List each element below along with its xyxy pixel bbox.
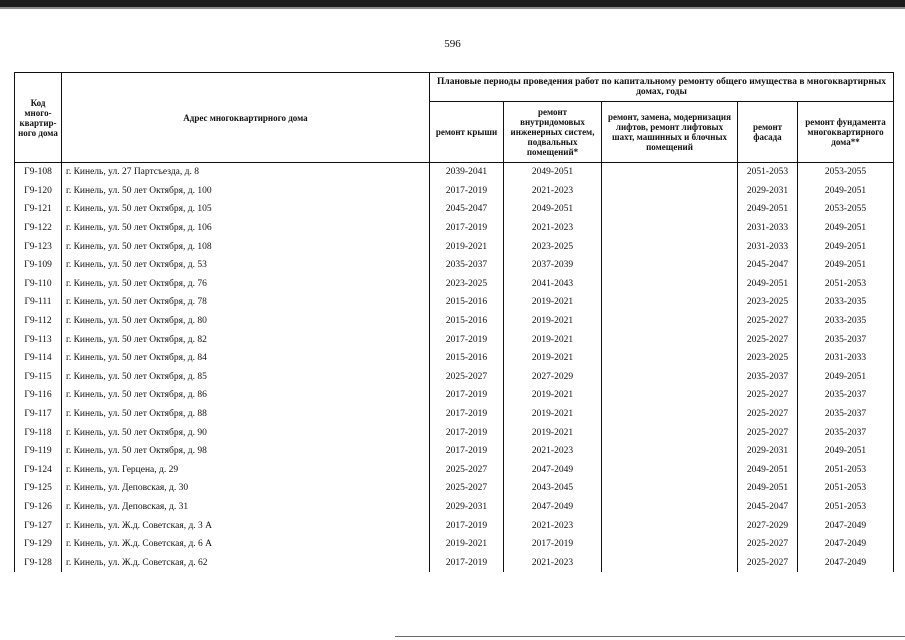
cell-systems: 2021-2023 (504, 553, 602, 572)
cell-elevators (602, 330, 738, 349)
cell-facade: 2023-2025 (738, 349, 798, 368)
header-systems: ремонт внутридомовых инженерных систем, подвальных помещений* (504, 102, 602, 163)
table-row (15, 479, 894, 498)
cell-roof: 2015-2016 (430, 312, 504, 331)
cell-code: Г9-122 (15, 219, 62, 238)
cell-systems: 2047-2049 (504, 461, 602, 480)
cell-foundation: 2049-2051 (798, 442, 894, 461)
table-row (15, 461, 894, 480)
scan-top-border (0, 0, 905, 7)
cell-code: Г9-124 (15, 461, 62, 480)
cell-facade: 2025-2027 (738, 330, 798, 349)
cell-foundation: 2031-2033 (798, 349, 894, 368)
cell-address: г. Кинель, ул. 50 лет Октября, д. 78 (62, 293, 430, 312)
header-code: Код много-квартир-ного дома (15, 73, 62, 163)
cell-code: Г9-123 (15, 237, 62, 256)
cell-address: г. Кинель, ул. 50 лет Октября, д. 108 (62, 237, 430, 256)
cell-roof: 2017-2019 (430, 330, 504, 349)
cell-systems: 2019-2021 (504, 312, 602, 331)
cell-facade: 2049-2051 (738, 275, 798, 294)
cell-facade: 2029-2031 (738, 442, 798, 461)
cell-facade: 2035-2037 (738, 368, 798, 387)
cell-elevators (602, 293, 738, 312)
cell-code: Г9-115 (15, 368, 62, 387)
cell-facade: 2049-2051 (738, 461, 798, 480)
cell-systems: 2043-2045 (504, 479, 602, 498)
table-row (15, 516, 894, 535)
cell-roof: 2023-2025 (430, 275, 504, 294)
cell-elevators (602, 275, 738, 294)
cell-foundation: 2035-2037 (798, 405, 894, 424)
cell-elevators (602, 405, 738, 424)
cell-systems: 2019-2021 (504, 330, 602, 349)
cell-facade: 2049-2051 (738, 479, 798, 498)
scan-bottom-edge (395, 636, 905, 637)
cell-systems: 2017-2019 (504, 535, 602, 554)
cell-roof: 2019-2021 (430, 237, 504, 256)
cell-code: Г9-108 (15, 163, 62, 182)
cell-elevators (602, 461, 738, 480)
cell-roof: 2017-2019 (430, 423, 504, 442)
cell-roof: 2045-2047 (430, 200, 504, 219)
cell-foundation: 2051-2053 (798, 275, 894, 294)
header-roof: ремонт крыши (430, 102, 504, 163)
cell-elevators (602, 219, 738, 238)
cell-systems: 2049-2051 (504, 200, 602, 219)
cell-elevators (602, 368, 738, 387)
header-foundation: ремонт фундамента многоквартирного дома** (798, 102, 894, 163)
table-row (15, 219, 894, 238)
cell-address: г. Кинель, ул. Герцена, д. 29 (62, 461, 430, 480)
cell-foundation: 2047-2049 (798, 535, 894, 554)
table-row (15, 535, 894, 554)
cell-facade: 2023-2025 (738, 293, 798, 312)
cell-elevators (602, 182, 738, 201)
cell-code: Г9-113 (15, 330, 62, 349)
cell-systems: 2021-2023 (504, 516, 602, 535)
table-row (15, 182, 894, 201)
cell-foundation: 2035-2037 (798, 423, 894, 442)
cell-foundation: 2053-2055 (798, 200, 894, 219)
table-row (15, 237, 894, 256)
cell-facade: 2029-2031 (738, 182, 798, 201)
cell-systems: 2021-2023 (504, 219, 602, 238)
cell-address: г. Кинель, ул. 50 лет Октября, д. 84 (62, 349, 430, 368)
cell-roof: 2017-2019 (430, 386, 504, 405)
cell-elevators (602, 256, 738, 275)
cell-code: Г9-109 (15, 256, 62, 275)
table-row (15, 553, 894, 572)
repair-schedule-table (14, 72, 894, 572)
table-row (15, 200, 894, 219)
cell-elevators (602, 516, 738, 535)
cell-address: г. Кинель, ул. Деповская, д. 31 (62, 498, 430, 517)
cell-systems: 2019-2021 (504, 423, 602, 442)
cell-address: г. Кинель, ул. 50 лет Октября, д. 105 (62, 200, 430, 219)
cell-facade: 2031-2033 (738, 237, 798, 256)
cell-foundation: 2035-2037 (798, 386, 894, 405)
header-elevators: ремонт, замена, модернизация лифтов, ремонт лифтовых шахт, машинных и блочных помещений (602, 102, 738, 163)
cell-foundation: 2051-2053 (798, 498, 894, 517)
cell-roof: 2019-2021 (430, 535, 504, 554)
cell-address: г. Кинель, ул. Ж.д. Советская, д. 6 А (62, 535, 430, 554)
cell-roof: 2039-2041 (430, 163, 504, 182)
cell-elevators (602, 442, 738, 461)
cell-facade: 2049-2051 (738, 200, 798, 219)
table-row (15, 368, 894, 387)
cell-roof: 2017-2019 (430, 516, 504, 535)
cell-code: Г9-111 (15, 293, 62, 312)
cell-foundation: 2049-2051 (798, 368, 894, 387)
cell-code: Г9-126 (15, 498, 62, 517)
cell-address: г. Кинель, ул. 50 лет Октября, д. 80 (62, 312, 430, 331)
table-row (15, 349, 894, 368)
cell-systems: 2019-2021 (504, 293, 602, 312)
cell-roof: 2015-2016 (430, 349, 504, 368)
cell-elevators (602, 163, 738, 182)
cell-address: г. Кинель, ул. 50 лет Октября, д. 100 (62, 182, 430, 201)
cell-code: Г9-125 (15, 479, 62, 498)
cell-address: г. Кинель, ул. 50 лет Октября, д. 88 (62, 405, 430, 424)
cell-elevators (602, 423, 738, 442)
cell-foundation: 2035-2037 (798, 330, 894, 349)
cell-code: Г9-110 (15, 275, 62, 294)
cell-roof: 2017-2019 (430, 553, 504, 572)
cell-systems: 2019-2021 (504, 349, 602, 368)
cell-address: г. Кинель, ул. 50 лет Октября, д. 90 (62, 423, 430, 442)
cell-roof: 2017-2019 (430, 442, 504, 461)
cell-address: г. Кинель, ул. 50 лет Октября, д. 53 (62, 256, 430, 275)
table-row (15, 293, 894, 312)
cell-elevators (602, 498, 738, 517)
cell-foundation: 2053-2055 (798, 163, 894, 182)
cell-foundation: 2049-2051 (798, 219, 894, 238)
cell-address: г. Кинель, ул. Ж.д. Советская, д. 62 (62, 553, 430, 572)
cell-systems: 2047-2049 (504, 498, 602, 517)
cell-roof: 2025-2027 (430, 479, 504, 498)
cell-facade: 2025-2027 (738, 405, 798, 424)
cell-roof: 2035-2037 (430, 256, 504, 275)
cell-systems: 2021-2023 (504, 182, 602, 201)
cell-facade: 2025-2027 (738, 386, 798, 405)
cell-elevators (602, 200, 738, 219)
cell-facade: 2045-2047 (738, 256, 798, 275)
cell-code: Г9-121 (15, 200, 62, 219)
page-number: 596 (444, 38, 461, 50)
cell-facade: 2027-2029 (738, 516, 798, 535)
cell-elevators (602, 349, 738, 368)
cell-address: г. Кинель, ул. 50 лет Октября, д. 85 (62, 368, 430, 387)
cell-foundation: 2049-2051 (798, 237, 894, 256)
cell-foundation: 2049-2051 (798, 256, 894, 275)
cell-foundation: 2047-2049 (798, 516, 894, 535)
cell-code: Г9-120 (15, 182, 62, 201)
cell-elevators (602, 386, 738, 405)
cell-foundation: 2033-2035 (798, 312, 894, 331)
cell-elevators (602, 312, 738, 331)
cell-facade: 2025-2027 (738, 553, 798, 572)
cell-roof: 2025-2027 (430, 368, 504, 387)
cell-code: Г9-129 (15, 535, 62, 554)
cell-facade: 2025-2027 (738, 423, 798, 442)
table-row (15, 312, 894, 331)
cell-systems: 2023-2025 (504, 237, 602, 256)
cell-code: Г9-119 (15, 442, 62, 461)
cell-foundation: 2051-2053 (798, 461, 894, 480)
cell-roof: 2017-2019 (430, 219, 504, 238)
scan-top-border-shadow (0, 7, 905, 9)
cell-code: Г9-117 (15, 405, 62, 424)
header-address: Адрес многоквартирного дома (62, 73, 430, 163)
cell-elevators (602, 553, 738, 572)
cell-facade: 2051-2053 (738, 163, 798, 182)
cell-facade: 2045-2047 (738, 498, 798, 517)
table-row (15, 256, 894, 275)
cell-systems: 2019-2021 (504, 386, 602, 405)
cell-roof: 2017-2019 (430, 182, 504, 201)
cell-foundation: 2047-2049 (798, 553, 894, 572)
cell-roof: 2025-2027 (430, 461, 504, 480)
cell-code: Г9-128 (15, 553, 62, 572)
cell-address: г. Кинель, ул. Деповская, д. 30 (62, 479, 430, 498)
table-row (15, 330, 894, 349)
cell-roof: 2017-2019 (430, 405, 504, 424)
cell-roof: 2015-2016 (430, 293, 504, 312)
cell-address: г. Кинель, ул. 50 лет Октября, д. 82 (62, 330, 430, 349)
cell-code: Г9-116 (15, 386, 62, 405)
header-facade: ремонт фасада (738, 102, 798, 163)
cell-elevators (602, 535, 738, 554)
cell-address: г. Кинель, ул. Ж.д. Советская, д. 3 А (62, 516, 430, 535)
table-row (15, 405, 894, 424)
cell-systems: 2019-2021 (504, 405, 602, 424)
table-row (15, 386, 894, 405)
cell-address: г. Кинель, ул. 50 лет Октября, д. 76 (62, 275, 430, 294)
cell-foundation: 2033-2035 (798, 293, 894, 312)
cell-code: Г9-127 (15, 516, 62, 535)
cell-address: г. Кинель, ул. 50 лет Октября, д. 86 (62, 386, 430, 405)
cell-code: Г9-118 (15, 423, 62, 442)
cell-facade: 2025-2027 (738, 312, 798, 331)
cell-address: г. Кинель, ул. 27 Партсъезда, д. 8 (62, 163, 430, 182)
cell-roof: 2029-2031 (430, 498, 504, 517)
cell-systems: 2021-2023 (504, 442, 602, 461)
table-row (15, 275, 894, 294)
cell-foundation: 2051-2053 (798, 479, 894, 498)
cell-systems: 2027-2029 (504, 368, 602, 387)
cell-address: г. Кинель, ул. 50 лет Октября, д. 98 (62, 442, 430, 461)
header-planned-periods: Плановые периоды проведения работ по капитальному ремонту общего имущества в многоквартирных домах, годы (430, 73, 894, 102)
table-row (15, 163, 894, 182)
cell-address: г. Кинель, ул. 50 лет Октября, д. 106 (62, 219, 430, 238)
cell-facade: 2025-2027 (738, 535, 798, 554)
table-row (15, 442, 894, 461)
table-row (15, 423, 894, 442)
cell-elevators (602, 479, 738, 498)
repair-schedule-table-wrapper (14, 72, 893, 572)
cell-foundation: 2049-2051 (798, 182, 894, 201)
table-row (15, 498, 894, 517)
cell-systems: 2049-2051 (504, 163, 602, 182)
cell-systems: 2041-2043 (504, 275, 602, 294)
cell-code: Г9-112 (15, 312, 62, 331)
table-body (15, 163, 894, 573)
cell-code: Г9-114 (15, 349, 62, 368)
cell-systems: 2037-2039 (504, 256, 602, 275)
cell-elevators (602, 237, 738, 256)
cell-facade: 2031-2033 (738, 219, 798, 238)
